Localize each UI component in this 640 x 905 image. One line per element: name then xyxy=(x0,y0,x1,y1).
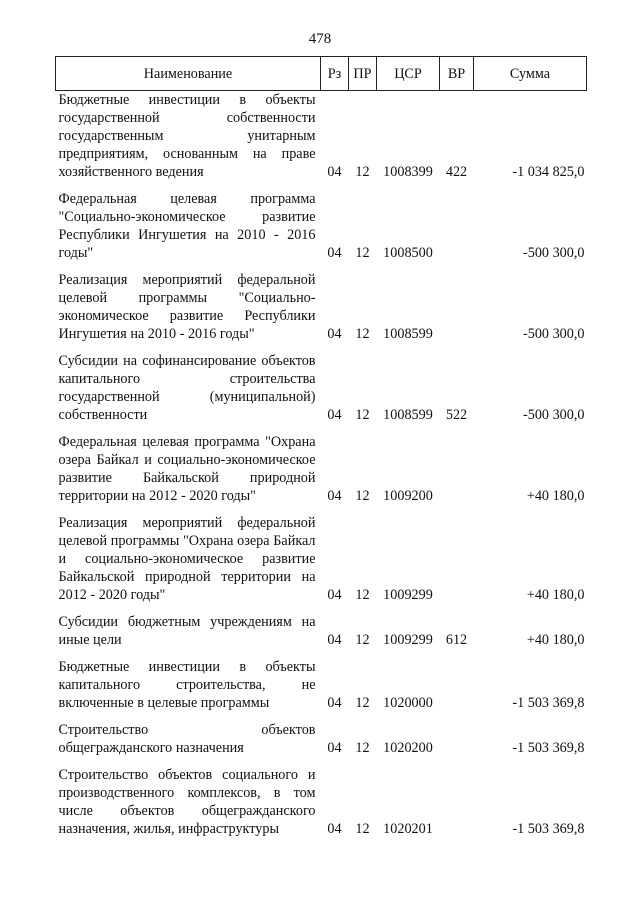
row-vr xyxy=(440,658,474,721)
row-name: Бюджетные инвестиции в объекты капитального строительства, не включенные в целевые программы xyxy=(58,659,316,711)
table-row xyxy=(56,91,587,191)
row-rz: 04 xyxy=(327,245,342,261)
header-sum: Сумма xyxy=(474,57,587,91)
row-csr: 1008599 xyxy=(383,326,433,342)
row-sum: -1 503 369,8 xyxy=(512,695,585,711)
row-csr: 1020000 xyxy=(383,695,433,711)
row-sum: -1 503 369,8 xyxy=(512,821,585,837)
row-vr: 522 xyxy=(445,407,468,423)
header-rz: Рз xyxy=(321,57,349,91)
row-rz: 04 xyxy=(327,632,342,648)
header-vr: ВР xyxy=(440,57,474,91)
row-rz: 04 xyxy=(327,326,342,342)
header-csr: ЦСР xyxy=(377,57,440,91)
row-csr: 1009299 xyxy=(383,587,433,603)
row-csr: 1020200 xyxy=(383,740,433,756)
row-pr: 12 xyxy=(355,407,370,423)
row-csr: 1009299 xyxy=(383,632,433,648)
page-number: 478 xyxy=(308,31,332,47)
row-vr xyxy=(440,190,474,271)
row-pr: 12 xyxy=(355,245,370,261)
table-row xyxy=(56,271,587,352)
row-name: Строительство объектов социального и производственного комплексов, в том числе объектов общегражданского назначения, жилья, инфраструктуры xyxy=(58,767,316,837)
row-vr xyxy=(440,271,474,352)
header-name: Наименование xyxy=(56,57,321,91)
row-name: Строительство объектов общегражданского назначения xyxy=(58,722,316,756)
row-csr: 1008599 xyxy=(383,407,433,423)
table-row xyxy=(56,514,587,613)
row-name: Бюджетные инвестиции в объекты государственной собственности государственным унитарным предприятиям, основанным на праве хозяйственного ведения xyxy=(58,92,316,180)
row-pr: 12 xyxy=(355,632,370,648)
header-pr: ПР xyxy=(349,57,377,91)
table-row xyxy=(56,766,587,847)
row-rz: 04 xyxy=(327,695,342,711)
row-name: Субсидии бюджетным учреждениям на иные цели xyxy=(58,614,316,648)
row-rz: 04 xyxy=(327,821,342,837)
row-csr: 1008399 xyxy=(383,164,433,180)
row-sum: +40 180,0 xyxy=(526,488,585,504)
row-sum: -1 503 369,8 xyxy=(512,740,585,756)
row-rz: 04 xyxy=(327,740,342,756)
row-vr: 422 xyxy=(445,164,468,180)
row-csr: 1009200 xyxy=(383,488,433,504)
row-name: Реализация мероприятий федеральной целевой программы "Охрана озера Байкал и социально-экономическое развитие Байкальской природной территории на 2012 - 2020 годы" xyxy=(58,515,316,603)
row-pr: 12 xyxy=(355,488,370,504)
row-name: Реализация мероприятий федеральной целевой программы "Социально-экономическое развитие Республики Ингушетия на 2010 - 2016 годы" xyxy=(58,272,316,342)
row-pr: 12 xyxy=(355,740,370,756)
row-vr xyxy=(440,433,474,514)
row-rz: 04 xyxy=(327,488,342,504)
row-pr: 12 xyxy=(355,164,370,180)
budget-table xyxy=(55,56,587,847)
row-name: Федеральная целевая программа "Социально-экономическое развитие Республики Ингушетия на 2010 - 2016 годы" xyxy=(58,191,316,261)
row-csr: 1008500 xyxy=(383,245,433,261)
row-rz: 04 xyxy=(327,164,342,180)
row-sum: +40 180,0 xyxy=(526,632,585,648)
row-sum: -500 300,0 xyxy=(523,407,585,423)
row-sum: -500 300,0 xyxy=(523,326,585,342)
header-row xyxy=(56,57,587,91)
table-row xyxy=(56,658,587,721)
row-pr: 12 xyxy=(355,821,370,837)
table-row xyxy=(56,721,587,766)
row-sum: +40 180,0 xyxy=(526,587,585,603)
table-row xyxy=(56,433,587,514)
table-row xyxy=(56,613,587,658)
table-row xyxy=(56,352,587,433)
row-name: Федеральная целевая программа "Охрана озера Байкал и социально-экономическое развитие Байкальской природной территории на 2012 - 2020 годы" xyxy=(58,434,316,504)
row-vr xyxy=(440,514,474,613)
row-name: Субсидии на софинансирование объектов капитального строительства государственной (муниципальной) собственности xyxy=(58,353,316,423)
row-sum: -1 034 825,0 xyxy=(512,164,585,180)
row-vr xyxy=(440,766,474,847)
table-body xyxy=(56,91,587,848)
table-header xyxy=(56,57,587,91)
row-rz: 04 xyxy=(327,407,342,423)
row-sum: -500 300,0 xyxy=(523,245,585,261)
table-row xyxy=(56,190,587,271)
row-pr: 12 xyxy=(355,695,370,711)
row-vr xyxy=(440,721,474,766)
row-vr: 612 xyxy=(445,632,468,648)
row-rz: 04 xyxy=(327,587,342,603)
row-pr: 12 xyxy=(355,326,370,342)
row-csr: 1020201 xyxy=(383,821,433,837)
row-pr: 12 xyxy=(355,587,370,603)
